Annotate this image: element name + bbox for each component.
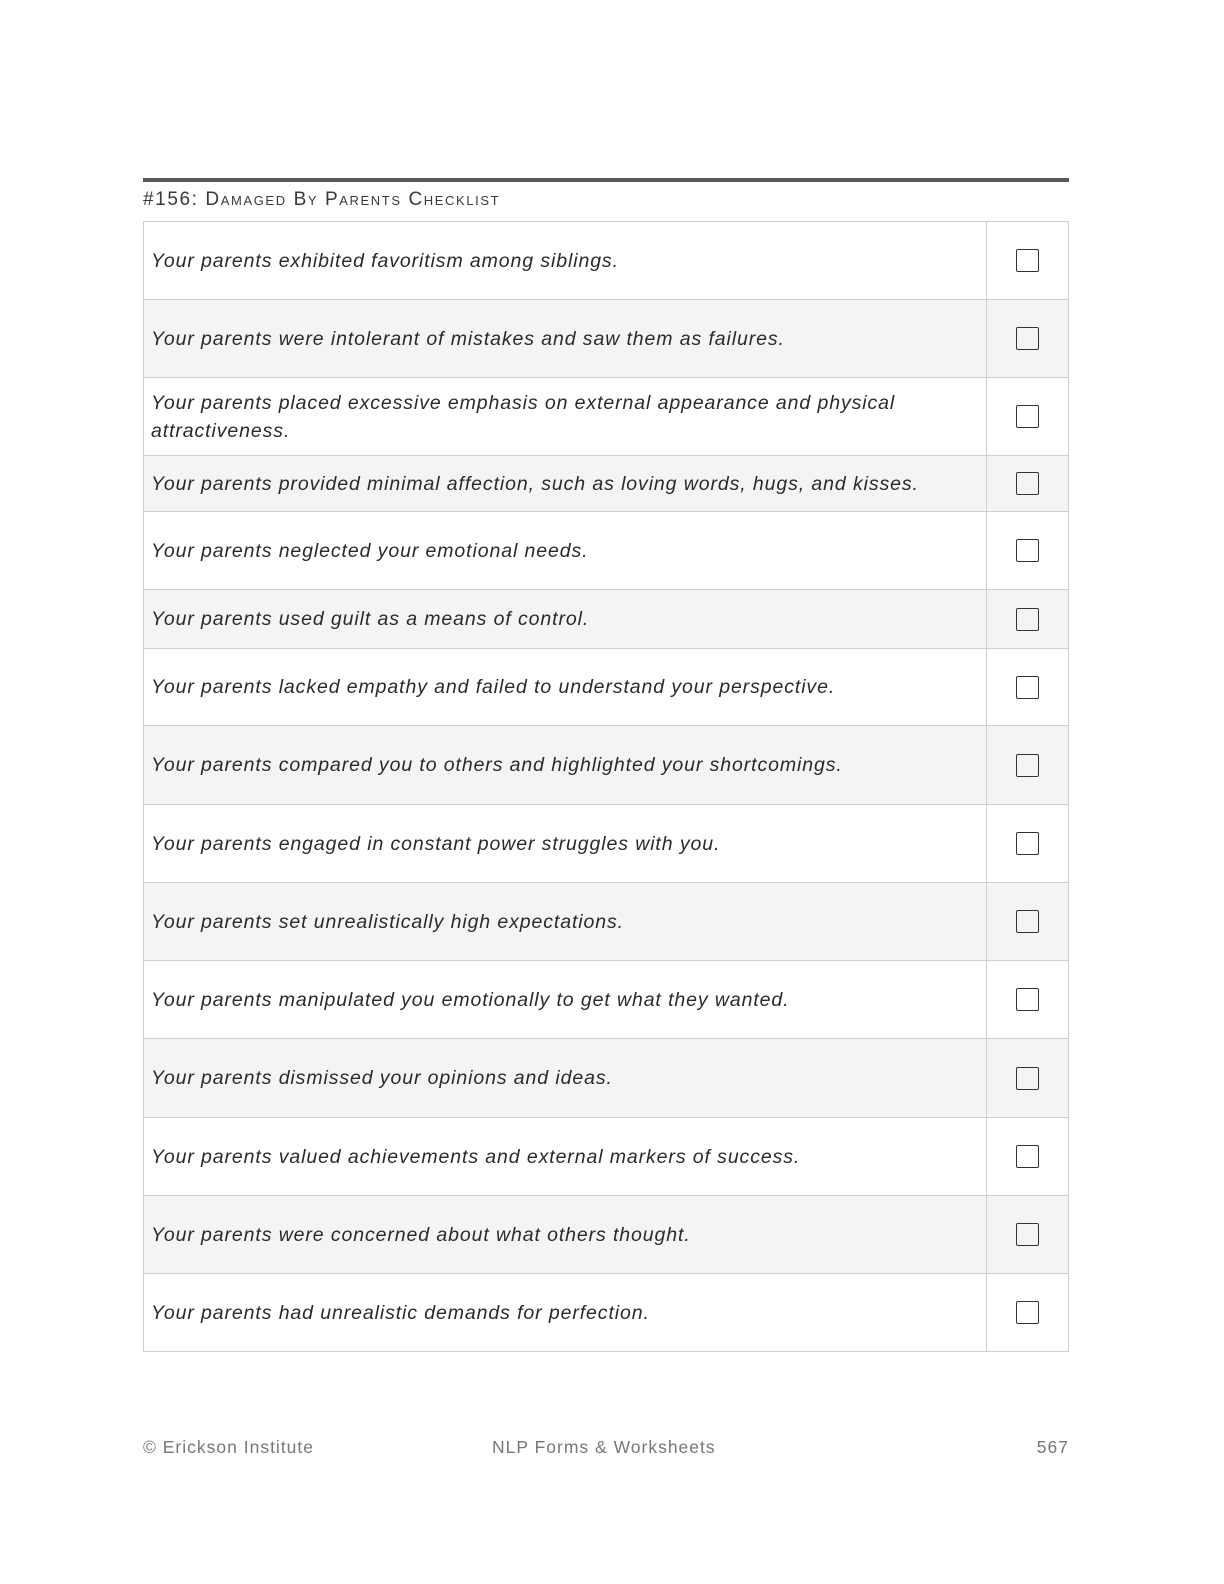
checklist-item-text: Your parents lacked empathy and failed to understand your perspective.	[144, 649, 987, 726]
checklist-row	[144, 512, 1069, 590]
checklist-row	[144, 222, 1069, 300]
top-rule-divider	[143, 178, 1069, 182]
checklist-checkbox[interactable]	[1016, 754, 1039, 777]
checklist-row	[144, 378, 1069, 456]
checklist-row	[144, 1118, 1069, 1196]
checklist-row	[144, 456, 1069, 512]
checklist-checkbox[interactable]	[1016, 608, 1039, 631]
checklist-row	[144, 649, 1069, 726]
worksheet	[143, 178, 1069, 1352]
checklist-body	[144, 222, 1069, 1352]
footer-copyright: © Erickson Institute	[143, 1437, 315, 1457]
checkbox-cell	[987, 726, 1069, 805]
checklist-checkbox[interactable]	[1016, 405, 1039, 428]
checkbox-cell	[987, 300, 1069, 378]
checklist-item-text: Your parents neglected your emotional needs.	[144, 512, 987, 590]
checklist-checkbox[interactable]	[1016, 249, 1039, 272]
checkbox-cell	[987, 1196, 1069, 1274]
checklist-item-text: Your parents dismissed your opinions and ideas.	[144, 1039, 987, 1118]
checklist-checkbox[interactable]	[1016, 1067, 1039, 1090]
checkbox-cell	[987, 378, 1069, 456]
checklist-item-text: Your parents exhibited favoritism among siblings.	[144, 222, 987, 300]
checklist-checkbox[interactable]	[1016, 676, 1039, 699]
checkbox-cell	[987, 805, 1069, 883]
checklist-row	[144, 300, 1069, 378]
checklist-row	[144, 805, 1069, 883]
checklist-checkbox[interactable]	[1016, 327, 1039, 350]
checklist-row	[144, 726, 1069, 805]
footer-book-title: NLP Forms & Worksheets	[492, 1437, 716, 1457]
checklist-item-text: Your parents placed excessive emphasis on external appearance and physical attractiveness.	[144, 378, 987, 456]
checklist-item-text: Your parents used guilt as a means of control.	[144, 590, 987, 649]
checklist-checkbox[interactable]	[1016, 910, 1039, 933]
checklist-checkbox[interactable]	[1016, 1145, 1039, 1168]
checkbox-cell	[987, 1039, 1069, 1118]
checklist-checkbox[interactable]	[1016, 1223, 1039, 1246]
checklist-checkbox[interactable]	[1016, 539, 1039, 562]
checklist-item-text: Your parents provided minimal affection, such as loving words, hugs, and kisses.	[144, 456, 987, 512]
checklist-row	[144, 590, 1069, 649]
footer-page-number: 567	[1036, 1437, 1069, 1457]
checklist-item-text: Your parents manipulated you emotionally to get what they wanted.	[144, 961, 987, 1039]
checklist-table	[143, 221, 1069, 1352]
checklist-item-text: Your parents valued achievements and external markers of success.	[144, 1118, 987, 1196]
checklist-row	[144, 961, 1069, 1039]
checkbox-cell	[987, 590, 1069, 649]
checklist-row	[144, 1039, 1069, 1118]
checklist-item-text: Your parents engaged in constant power struggles with you.	[144, 805, 987, 883]
checklist-checkbox[interactable]	[1016, 832, 1039, 855]
checklist-item-text: Your parents were intolerant of mistakes and saw them as failures.	[144, 300, 987, 378]
checklist-row	[144, 1274, 1069, 1352]
checklist-row	[144, 883, 1069, 961]
checklist-item-text: Your parents were concerned about what others thought.	[144, 1196, 987, 1274]
checklist-checkbox[interactable]	[1016, 1301, 1039, 1324]
checkbox-cell	[987, 512, 1069, 590]
checklist-item-text: Your parents set unrealistically high expectations.	[144, 883, 987, 961]
checkbox-cell	[987, 649, 1069, 726]
checklist-checkbox[interactable]	[1016, 988, 1039, 1011]
checkbox-cell	[987, 883, 1069, 961]
checklist-item-text: Your parents had unrealistic demands for perfection.	[144, 1274, 987, 1352]
worksheet-title: #156: Damaged By Parents Checklist	[143, 189, 501, 210]
checkbox-cell	[987, 1118, 1069, 1196]
checklist-item-text: Your parents compared you to others and highlighted your shortcomings.	[144, 726, 987, 805]
checkbox-cell	[987, 222, 1069, 300]
checkbox-cell	[987, 961, 1069, 1039]
checkbox-cell	[987, 1274, 1069, 1352]
checklist-row	[144, 1196, 1069, 1274]
checklist-checkbox[interactable]	[1016, 472, 1039, 495]
checkbox-cell	[987, 456, 1069, 512]
